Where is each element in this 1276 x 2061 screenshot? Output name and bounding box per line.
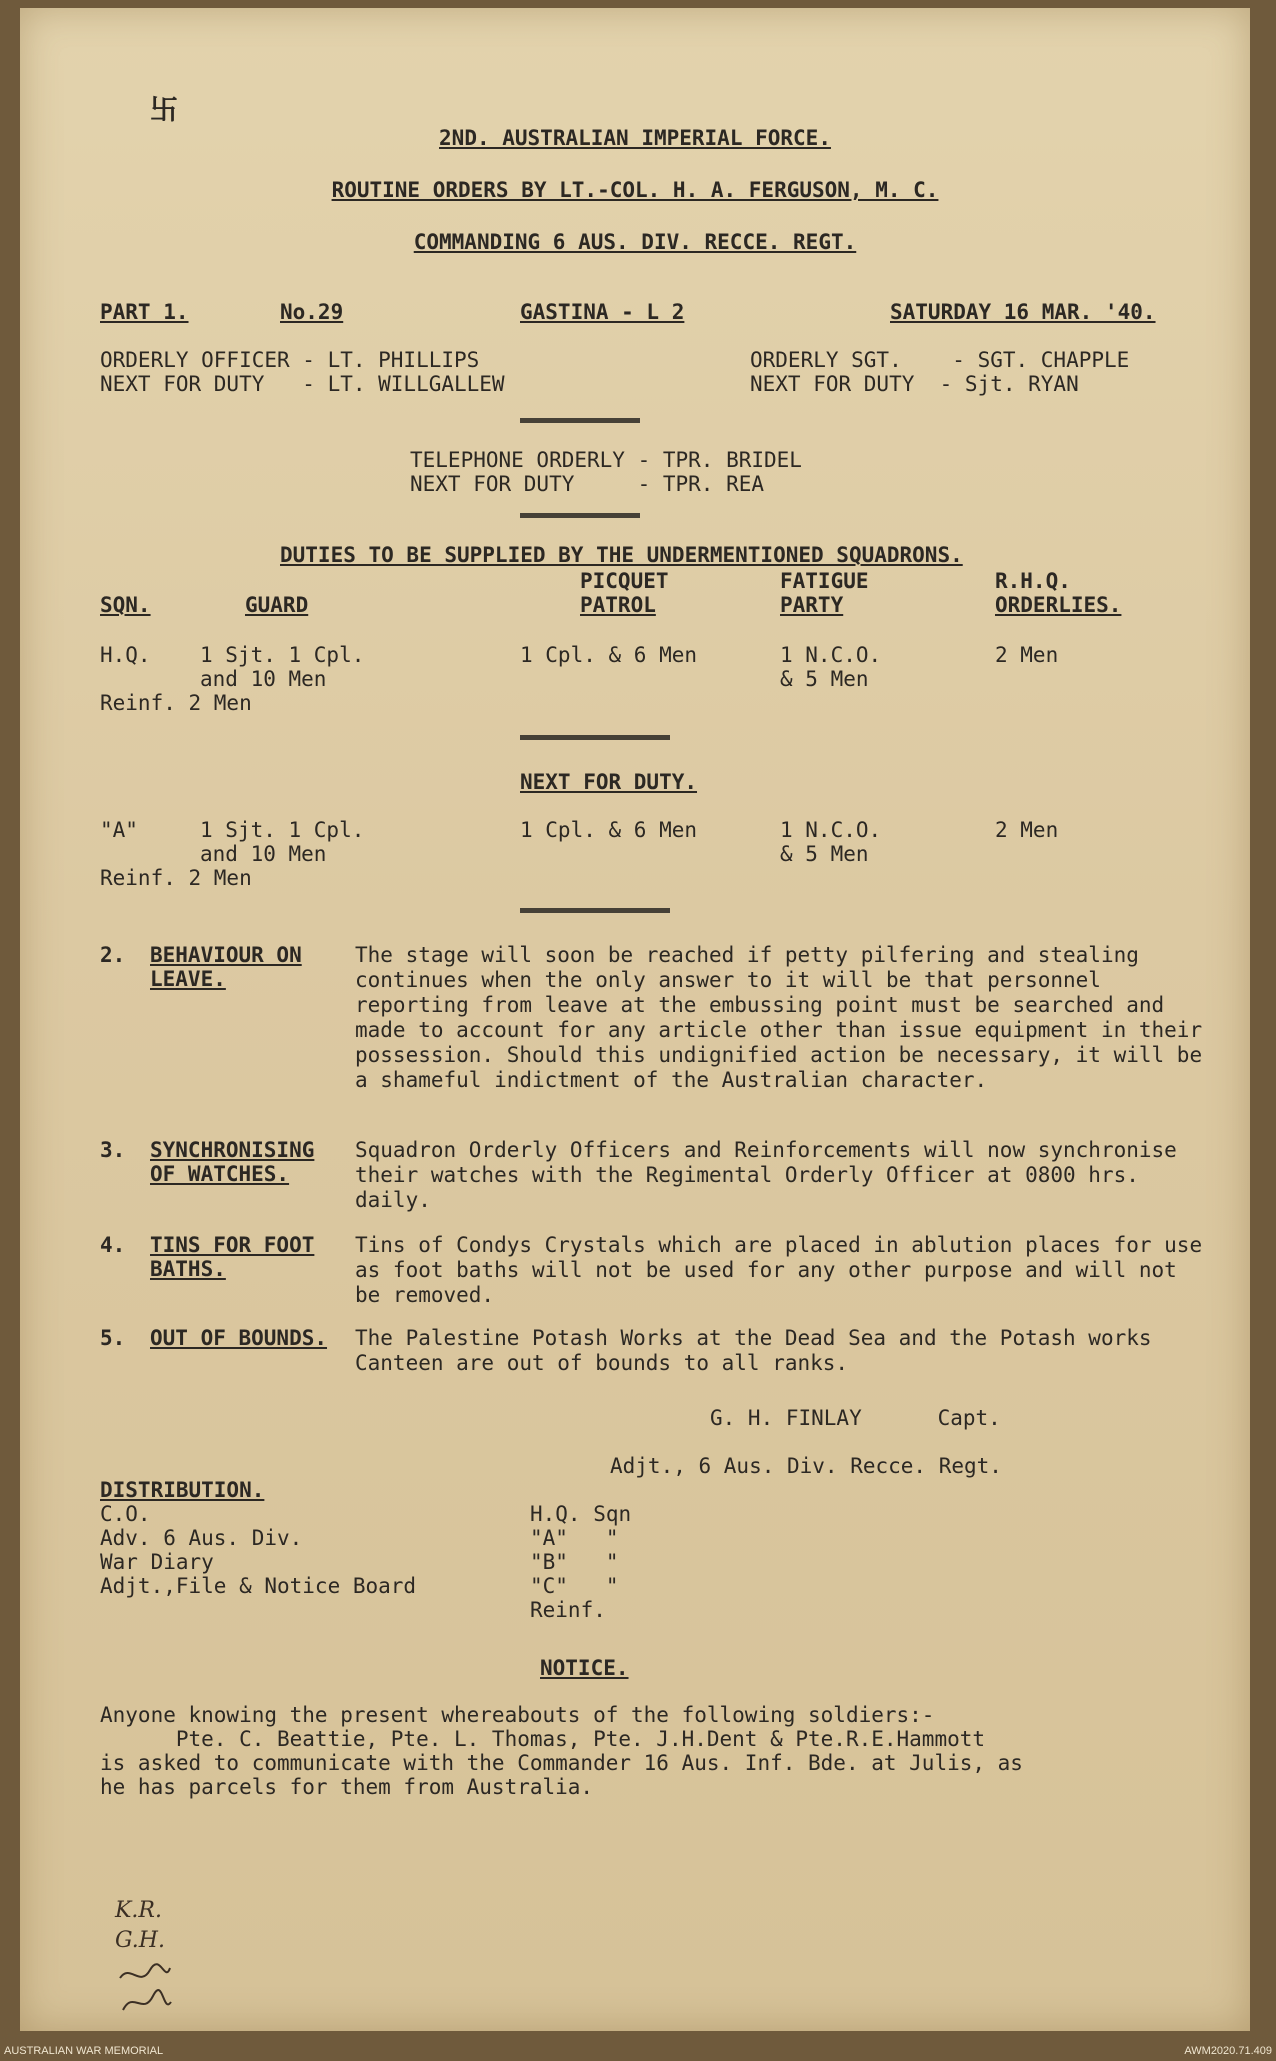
notice-heading: NOTICE. [540,1656,629,1680]
order-4-text: Tins of Condys Crystals which are placed in ablution places for use as foot baths will not be used for any other purpose and will not be removed. [355,1233,1203,1307]
next-for-duty-heading: NEXT FOR DUTY. [520,770,698,794]
row1-fatigue1: 1 N.C.O. [780,643,882,667]
order-4-number: 4. [100,1233,126,1257]
col-guard: GUARD [245,593,309,617]
divider [520,513,640,518]
handwritten-initials-4 [115,1988,175,2024]
order-3-title: SYNCHRONISING OF WATCHES. [150,1138,315,1186]
next-officer: NEXT FOR DUTY - LT. WILLGALLEW [100,372,505,396]
distribution-right-1: H.Q. Sqn [530,1502,632,1526]
top-mark: 卐 [150,93,179,126]
row2-fatigue1: 1 N.C.O. [780,818,882,842]
orderly-officer: ORDERLY OFFICER - LT. PHILLIPS [100,348,480,372]
row1-fatigue2: & 5 Men [780,667,869,691]
distribution-right-5: Reinf. [530,1598,606,1622]
distribution-left-1: C.O. [100,1502,151,1526]
distribution-right-3: "B" " [530,1550,619,1574]
row2-fatigue2: & 5 Men [780,842,869,866]
handwritten-initials-2: G.H. [115,1928,165,1953]
row2-orderlies: 2 Men [995,818,1059,842]
footer-right: AWM2020.71.409 [1184,2045,1272,2057]
col-orderlies-line1: R.H.Q. [995,569,1071,593]
col-fatigue-line1: FATIGUE [780,569,869,593]
order-number: No.29 [280,300,344,324]
header-line-1: 2ND. AUSTRALIAN IMPERIAL FORCE. [439,126,831,150]
handwritten-initials-1: K.R. [115,1898,162,1923]
col-patrol-line1: PICQUET [580,569,669,593]
signature-role: Adjt., 6 Aus. Div. Recce. Regt. [610,1454,1002,1478]
scribble-icon [115,1988,175,2018]
notice-line-2: Pte. C. Beattie, Pte. L. Thomas, Pte. J.H.Dent & Pte.R.E.Hammott [100,1727,986,1751]
order-place: GASTINA - L 2 [520,300,685,324]
order-3-number: 3. [100,1138,126,1162]
order-date: SATURDAY 16 MAR. '40. [890,300,1156,324]
notice-line-3: is asked to communicate with the Commander 16 Aus. Inf. Bde. at Julis, as [100,1751,1023,1775]
footer-left: AUSTRALIAN WAR MEMORIAL [4,2045,164,2057]
telephone-orderly: TELEPHONE ORDERLY - TPR. BRIDEL [410,448,802,472]
row1-patrol: 1 Cpl. & 6 Men [520,643,698,667]
col-patrol-line2: PATROL [580,593,656,617]
order-5-number: 5. [100,1326,126,1350]
distribution-left-4: Adjt.,File & Notice Board [100,1574,417,1598]
order-4-title: TINS FOR FOOT BATHS. [150,1233,315,1281]
header-line-3: COMMANDING 6 AUS. DIV. RECCE. REGT. [413,230,857,254]
signature-name: G. H. FINLAY Capt. [710,1406,1001,1430]
col-sqn: SQN. [100,593,151,617]
distribution-right-4: "C" " [530,1574,619,1598]
distribution-right-2: "A" " [530,1526,619,1550]
row2-sqn: "A" [100,818,138,842]
row2-guard1: 1 Sjt. 1 Cpl. [200,818,365,842]
order-2-number: 2. [100,943,126,967]
distribution-heading: DISTRIBUTION. [100,1478,265,1502]
order-5-title: OUT OF BOUNDS. [150,1326,328,1350]
row2-guard2: and 10 Men [200,842,327,866]
notice-line-1: Anyone knowing the present whereabouts of the following soldiers:- [100,1703,935,1727]
row2-patrol: 1 Cpl. & 6 Men [520,818,698,842]
row1-guard2: and 10 Men [200,667,327,691]
distribution-left-3: War Diary [100,1550,214,1574]
distribution-left-2: Adv. 6 Aus. Div. [100,1526,303,1550]
col-orderlies-line2: ORDERLIES. [995,593,1122,617]
header-line-2: ROUTINE ORDERS BY LT.-COL. H. A. FERGUSON, M. C. [331,178,939,202]
divider [520,418,640,423]
row1-orderlies: 2 Men [995,643,1059,667]
divider [520,735,670,740]
order-3-text: Squadron Orderly Officers and Reinforcements will now synchronise their watches with the Regimental Orderly Officer at 0800 hrs. daily. [355,1138,1177,1212]
row1-reinf: Reinf. 2 Men [100,691,252,715]
order-2-title: BEHAVIOUR ON LEAVE. [150,943,302,991]
row2-reinf: Reinf. 2 Men [100,866,252,890]
next-sgt: NEXT FOR DUTY - Sjt. RYAN [750,372,1079,396]
divider [520,908,670,913]
telephone-next: NEXT FOR DUTY - TPR. REA [410,472,765,496]
notice-line-4: he has parcels for them from Australia. [100,1775,594,1799]
order-5-text: The Palestine Potash Works at the Dead Sea and the Potash works Canteen are out of bounds to all ranks. [355,1326,1152,1375]
part-label: PART 1. [100,300,189,324]
row1-guard1: 1 Sjt. 1 Cpl. [200,643,365,667]
order-2-text: The stage will soon be reached if petty pilfering and stealing continues when the only answer to it will be that personnel reporting from leave at the embussing point must be searched and made to account for any article other than issue equipment in their possession. Should this undignified action be necessary, it will be a shameful indictment of the Australian character. [355,943,1203,1092]
duties-heading: DUTIES TO BE SUPPLIED BY THE UNDERMENTIONED SQUADRONS. [280,543,963,567]
scribble-icon [115,1958,175,1988]
orderly-sgt: ORDERLY SGT. - SGT. CHAPPLE [750,348,1130,372]
row1-sqn: H.Q. [100,643,151,667]
col-fatigue-line2: PARTY [780,593,844,617]
document-page [20,8,1250,2031]
